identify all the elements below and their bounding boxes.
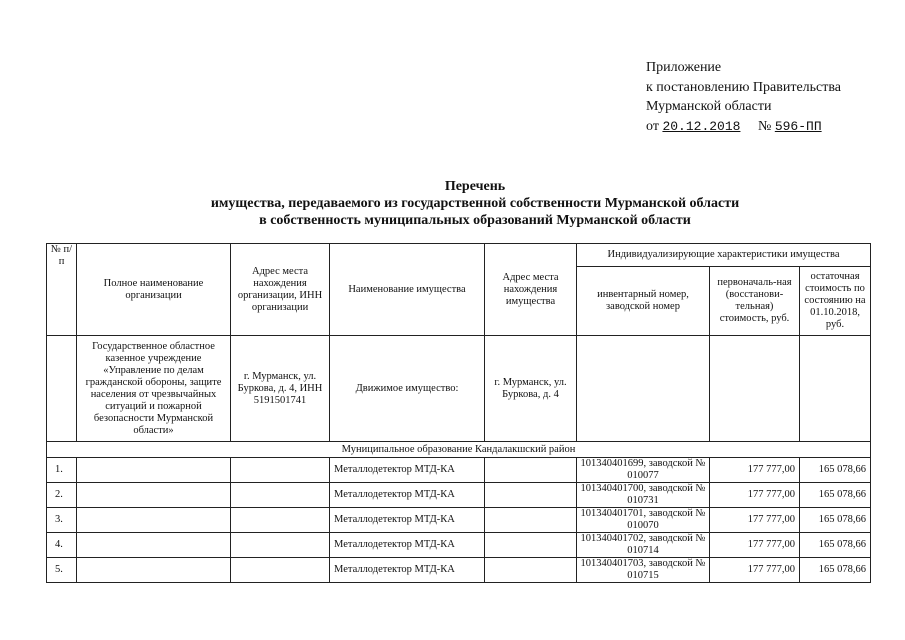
row-org <box>77 458 231 483</box>
row-property-address <box>485 558 577 583</box>
row-property-name: Металлодетектор МТД-КА <box>330 483 485 508</box>
row-property-address <box>485 458 577 483</box>
table-row <box>47 508 871 533</box>
row-initial-cost: 177 777,00 <box>710 483 800 508</box>
header-residual-cost: остаточная стоимость по состоянию на 01.10.2018, руб. <box>800 267 871 336</box>
org-row-inventory <box>577 336 710 442</box>
property-table <box>46 243 871 583</box>
row-residual-cost: 165 078,66 <box>800 533 871 558</box>
title-line-3: в собственность муниципальных образований Мурманской области <box>259 213 691 228</box>
header-org-name: Полное наименование организации <box>77 244 231 336</box>
row-residual-cost: 165 078,66 <box>800 458 871 483</box>
row-property-name: Металлодетектор МТД-КА <box>330 508 485 533</box>
resolution-date: 20.12.2018 <box>662 118 741 134</box>
header-org-address: Адрес места нахождения организации, ИНН организации <box>231 244 330 336</box>
row-property-address <box>485 533 577 558</box>
row-num: 3. <box>47 508 77 533</box>
appendix-line-2: к постановлению Правительства <box>646 79 842 95</box>
row-property-name: Металлодетектор МТД-КА <box>330 458 485 483</box>
row-org <box>77 483 231 508</box>
row-inventory: 101340401700, заводской № 010731 <box>577 483 710 508</box>
org-row-num <box>47 336 77 442</box>
title-line-2: имущества, передаваемого из государственной собственности Мурманской области <box>210 196 740 211</box>
row-property-address <box>485 508 577 533</box>
table-row <box>47 458 871 483</box>
org-name-cell: Государственное областное казенное учреждение «Управление по делам гражданской обороны, защите населения от чрезвычайных ситуаций и пожарной безопасности Мурманской области» <box>77 336 231 442</box>
property-type-cell: Движимое имущество: <box>330 336 485 442</box>
row-inventory: 101340401702, заводской № 010714 <box>577 533 710 558</box>
row-org-address <box>231 458 330 483</box>
row-initial-cost: 177 777,00 <box>710 558 800 583</box>
number-prefix: № <box>757 118 772 134</box>
row-org-address <box>231 483 330 508</box>
date-prefix: от <box>646 118 659 134</box>
org-row-residual <box>800 336 871 442</box>
row-inventory: 101340401703, заводской № 010715 <box>577 558 710 583</box>
header-inventory: инвентарный номер, заводской номер <box>577 267 710 336</box>
appendix-line-1: Приложение <box>646 60 722 75</box>
property-address-cell: г. Мурманск, ул. Буркова, д. 4 <box>485 336 577 442</box>
row-org <box>77 508 231 533</box>
row-num: 2. <box>47 483 77 508</box>
row-num: 1. <box>47 458 77 483</box>
org-address-cell: г. Мурманск, ул. Буркова, д. 4, ИНН 5191501741 <box>231 336 330 442</box>
table-row <box>47 558 871 583</box>
row-residual-cost: 165 078,66 <box>800 558 871 583</box>
row-residual-cost: 165 078,66 <box>800 483 871 508</box>
appendix-line-3: Мурманской области <box>646 99 772 114</box>
header-num: № п/п <box>47 244 77 336</box>
row-inventory: 101340401699, заводской № 010077 <box>577 458 710 483</box>
row-org-address <box>231 533 330 558</box>
row-org-address <box>231 558 330 583</box>
table-row <box>47 533 871 558</box>
row-initial-cost: 177 777,00 <box>710 458 800 483</box>
header-property-address: Адрес места нахождения имущества <box>485 244 577 336</box>
row-num: 5. <box>47 558 77 583</box>
row-property-address <box>485 483 577 508</box>
header-initial-cost: первоначаль-ная (восстанови-тельная) стоимость, руб. <box>710 267 800 336</box>
row-property-name: Металлодетектор МТД-КА <box>330 558 485 583</box>
row-org-address <box>231 508 330 533</box>
row-num: 4. <box>47 533 77 558</box>
table-row <box>47 483 871 508</box>
row-residual-cost: 165 078,66 <box>800 508 871 533</box>
title-line-1: Перечень <box>444 179 506 194</box>
row-org <box>77 558 231 583</box>
row-initial-cost: 177 777,00 <box>710 533 800 558</box>
row-property-name: Металлодетектор МТД-КА <box>330 533 485 558</box>
row-initial-cost: 177 777,00 <box>710 508 800 533</box>
appendix-date-number <box>646 117 841 137</box>
header-property-name: Наименование имущества <box>330 244 485 336</box>
header-characteristics: Индивидуализирующие характеристики имущества <box>577 244 871 267</box>
municipality-section-header: Муниципальное образование Кандалакшский район <box>47 442 871 458</box>
appendix-block <box>646 58 841 136</box>
row-org <box>77 533 231 558</box>
document-title <box>40 178 905 229</box>
row-inventory: 101340401701, заводской № 010070 <box>577 508 710 533</box>
resolution-number: 596-ПП <box>774 118 822 134</box>
org-row-initial <box>710 336 800 442</box>
